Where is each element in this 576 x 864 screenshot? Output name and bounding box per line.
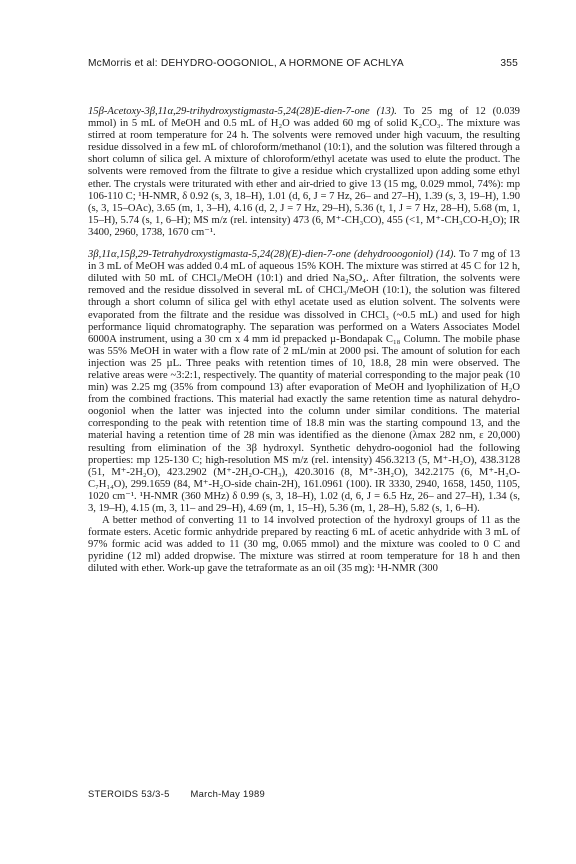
paragraph-text: A better method of converting 11 to 14 involved protection of the hydroxyl groups of 11 as the formate esters. Acetic formic anhydride prepared by reacting 6 mL of acetic anhydride with 3 mL of 97% formic acid was added to 11 (30 mg, 0.065 mmol) and the mixture was cooled to 0 C and pyridine (12 ml) added dropwise. The mixture was stirred at room temperature for 18 h and then diluted with ether. Work-up gave the tetraformate as an oil (35 mg): ¹H-NMR (300: [88, 515, 520, 575]
paragraph-text: To 25 mg of 12 (0.039 mmol) in 5 mL of MeOH and 0.5 mL of H₂O was added 60 mg of solid K₂CO₃. The mixture was stirred at room temperature for 24 h. The solvents were removed under high vacuum, the resulting residue dissolved in a few mL of chloroform/methanol (10:1), and the solution was filtered through a short column of silica gel. A mixture of chloroform/ethyl acetate was used to elute the product. The solvents were removed from the filtrate to give a residue which crystallized upon adding some ethyl ether. The crystals were triturated with ether and air-dried to give 13 (15 mg, 0.029 mmol, 74%): mp 106-110 C; ¹H-NMR, δ 0.92 (s, 3, 18–H), 1.01 (d, 6, J = 7 Hz, 26– and 27–H), 1.39 (s, 3, 19–H), 1.90 (s, 3, 15–OAc), 3.65 (m, 1, 3–H), 4.16 (d, 2, J = 7 Hz, 29–H), 5.36 (t, 1, J = 7 Hz, 28–H), 5.68 (m, 1, 15–H), 5.74 (s, 1, 6–H); MS m/z (rel. intensity) 473 (6, M⁺-CH₃CO), 455 (<1, M⁺-CH₃CO-H₂O); IR 3400, 2960, 1738, 1670 cm⁻¹.: [88, 106, 520, 238]
paragraph-title: 15β-Acetoxy-3β,11α,29-trihydroxystigmasta-5,24(28)E-dien-7-one (13).: [88, 106, 397, 117]
running-title: McMorris et al: DEHYDRO-OOGONIOL, A HORMONE OF ACHLYA: [88, 58, 404, 69]
paragraph-compound-13: [88, 106, 520, 239]
footer: [88, 788, 265, 799]
paragraph-compound-14: [88, 249, 520, 515]
body-text: [88, 106, 520, 576]
running-head: [88, 58, 518, 69]
paragraph-text: To 7 mg of 13 in 3 mL of MeOH was added 0.4 mL of aqueous 15% KOH. The mixture was stirred at 45 C for 12 h, diluted with 50 mL of CHCl₃/MeOH (10:1) and dried Na₂SO₄. After filtration, the solvents were removed and the residue dissolved in several mL of CHCl₃/MeOH (10:1), the solution was filtered through a short column of silica gel with ethyl acetate used as elution solvent. The solvents were evaporated from the filtrate and the residue was dissolved in CHCl₃ (~0.5 mL) and used for high performance liquid chromatography. The separation was performed on a Waters Associates Model 6000A instrument, using a 30 cm x 4 mm id prepacked µ-Bondapak C₁₈ Column. The mobile phase was 55% MeOH in water with a flow rate of 2 mL/min at 2000 psi. The amount of solution for each injection was 25 µL. Three peaks with retention times of 10, 18.8, 28 min were observed. The relative areas were ~3:2:1, respectively. The quantity of material corresponding to the major peak (10 min) was 2.25 mg (35% from compound 13) after evaporation of MeOH and lyophilization of H₂O from the combined fractions. This material had exactly the same retention time as natural dehydro-oogoniol when the latter was injected into the column under similar conditions. The material corresponding to the peak with retention time of 18.8 min was the starting compound 13, and the material having a retention time of 28 min was identified as the dienone (λmax 282 nm, ε 20,000) resulting from elimination of the 3β hydroxyl. Synthetic dehydro-oogoniol had the following properties: mp 125-130 C; high-resolution MS m/z (rel. intensity) 456.3213 (5, M⁺-H₂O), 438.3128 (51, M⁺-2H₂O), 423.2902 (M⁺-2H₂O-CH₃), 420.3016 (8, M⁺-3H₂O), 342.2175 (6, M⁺-H₂O-C₇H₁₄O), 299.1659 (84, M⁺-H₂O-side chain-2H), 161.0961 (100). IR 3330, 2940, 1658, 1450, 1105, 1020 cm⁻¹. ¹H-NMR (360 MHz) δ 0.99 (s, 3, 18–H), 1.02 (d, 6, J = 6.5 Hz, 26– and 27–H), 1.34 (s, 3, 19–H), 4.15 (m, 3, 11– and 29–H), 4.69 (m, 1, 15–H), 5.36 (m, 1, 28–H), 5.82 (s, 1, 6–H).: [88, 249, 520, 514]
paragraph-better-method: [88, 515, 520, 575]
issue-date: March-May 1989: [190, 788, 266, 799]
paragraph-title: 3β,11α,15β,29-Tetrahydroxystigmasta-5,24(28)(E)-dien-7-one (dehydrooogoniol) (14).: [88, 249, 457, 261]
page-number: 355: [500, 58, 518, 69]
journal-citation: STEROIDS 53/3-5: [88, 788, 170, 799]
